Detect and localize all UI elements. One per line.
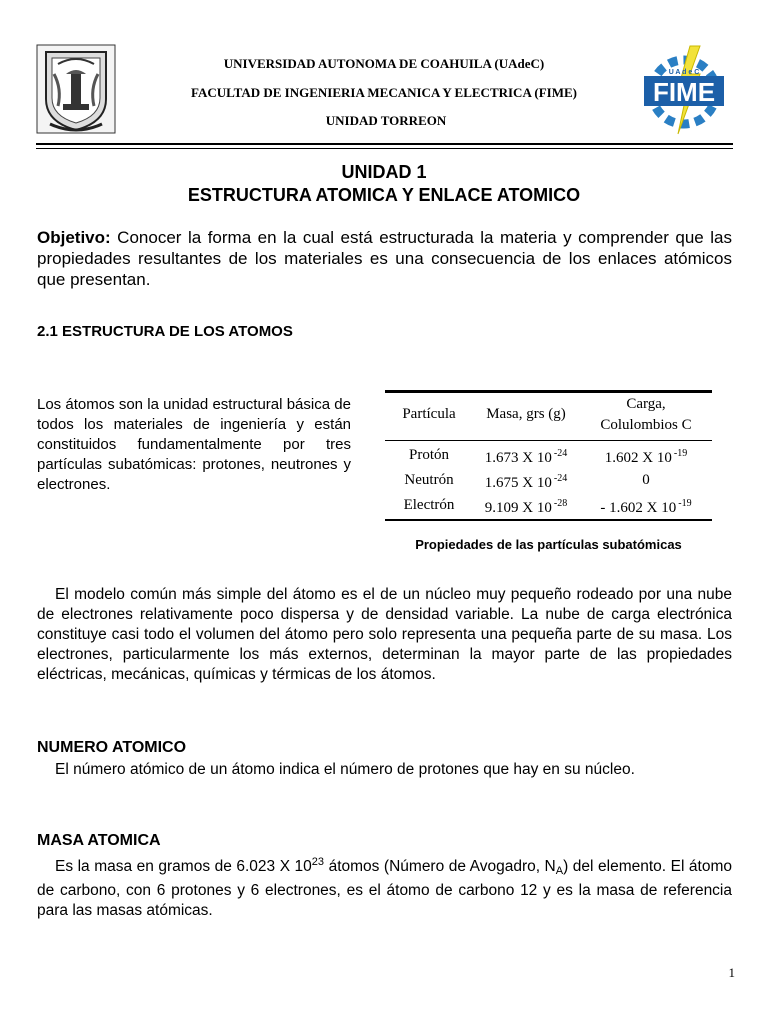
faculty-name: FACULTAD DE INGENIERIA MECANICA Y ELECTRICA (FIME) xyxy=(191,85,577,100)
objective-text: Conocer la forma en la cual está estructurada la materia y comprender que las propiedades resultantes de los materiales es una consecuencia de los enlaces atómicos que presentan. xyxy=(37,228,732,289)
table-row-electron-name: Electrón xyxy=(403,497,455,513)
table-row-proton-mass: 1.673 X 10 $^{-24}$ xyxy=(484,448,568,466)
table-row-proton-charge: 1.602 X 10 $^{-19}$ xyxy=(604,448,688,466)
section-heading: 2.1 ESTRUCTURA DE LOS ATOMOS xyxy=(37,323,293,340)
atomic-mass-paragraph: Es la masa en gramos de 6.023 X $10^{23}$ átomos (Número de Avogadro, $N_A$) del elemento. El átomo de carbono, con 6 protones y 6 electrones, es el átomo de carbono 12 y es la masa de referencia para las masas atómicas. xyxy=(37,856,732,919)
objective-label: Objetivo: xyxy=(37,228,111,247)
table-caption: Propiedades de las partículas subatómicas xyxy=(415,537,682,552)
table-row-neutron-mass: 1.675 X 10 $^{-24}$ xyxy=(484,473,568,491)
table-row-neutron-name: Neutrón xyxy=(404,472,454,488)
table-header-particle: Partícula xyxy=(402,406,456,422)
table-top-rule xyxy=(385,390,712,393)
svg-text:FIME: FIME xyxy=(652,77,716,107)
table-header-rule xyxy=(385,440,712,441)
university-name: UNIVERSIDAD AUTONOMA DE COAHUILA (UAdeC) xyxy=(223,56,545,71)
table-header-charge: Carga, xyxy=(626,396,666,412)
unit-name: UNIDAD TORREON xyxy=(325,113,447,128)
atomic-number-paragraph: El número atómico de un átomo indica el número de protones que hay en su núcleo. xyxy=(55,761,635,778)
atoms-intro-paragraph: Los átomos son la unidad estructural básica de todos los materiales de ingeniería y están constituidos fundamentalmente por tres partículas subatómicas: protones, neutrones y electrones. xyxy=(37,396,351,493)
page-number: 1 xyxy=(728,965,735,980)
atomic-model-paragraph: El modelo común más simple del átomo es el de un núcleo muy pequeño rodeado por una nube de electrones relativamente poco dispersa y de densidad variable. La nube de carga electrónica constituye casi todo el volumen del átomo pero solo representa una pequeña parte de su masa. Los electrones, particularmente los más externos, determinan la mayor parte de las propiedades eléctricas, mecánicas, químicas y térmicas de los átomos. xyxy=(37,586,732,683)
svg-text:U A d e C: U A d e C xyxy=(668,69,700,76)
atomic-mass-heading: MASA ATOMICA xyxy=(37,832,161,849)
table-bottom-rule xyxy=(385,519,712,521)
table-header-mass: Masa, grs (g) xyxy=(486,406,566,422)
unit-title: UNIDAD 1 xyxy=(341,162,427,182)
objective-paragraph xyxy=(37,227,732,290)
table-row-electron-mass: 9.109 X 10 $^{-28}$ xyxy=(484,498,568,516)
subatomic-particles-table xyxy=(385,390,712,522)
table-row-proton-name: Protón xyxy=(408,447,449,463)
chapter-title: ESTRUCTURA ATOMICA Y ENLACE ATOMICO xyxy=(187,185,581,205)
header-rule-thick xyxy=(36,143,733,145)
header-rule-thin xyxy=(36,148,733,149)
table-row-neutron-charge: 0 xyxy=(642,472,650,488)
table-header-charge-unit: Colulombios C xyxy=(600,417,692,433)
table-row-electron-charge: - 1.602 X 10 $^{-19}$ xyxy=(600,498,692,516)
atomic-number-heading: NUMERO ATOMICO xyxy=(37,739,187,756)
